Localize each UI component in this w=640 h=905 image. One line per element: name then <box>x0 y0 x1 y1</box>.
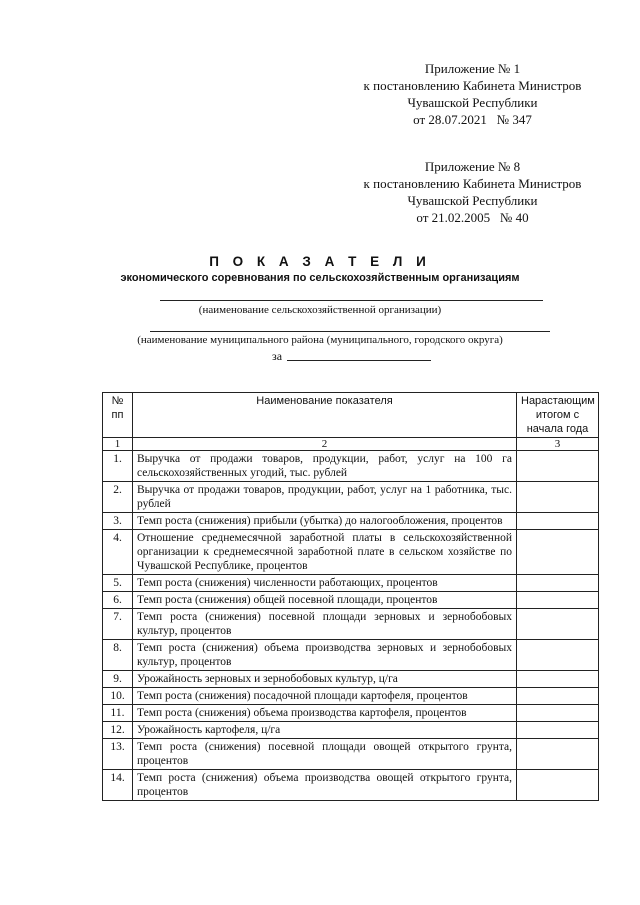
indicator-name: Выручка от продажи товаров, продукции, работ, услуг на 1 работника, тыс. рублей <box>133 482 517 513</box>
row-number: 5. <box>103 575 133 592</box>
table-row <box>103 705 599 722</box>
indicator-name: Темп роста (снижения) объема производства зерновых и зернобобовых культур, процентов <box>133 640 517 671</box>
indicator-value[interactable] <box>517 451 599 482</box>
indicator-value[interactable] <box>517 482 599 513</box>
indicator-value[interactable] <box>517 530 599 575</box>
table-row <box>103 530 599 575</box>
indicator-value[interactable] <box>517 722 599 739</box>
indicator-value[interactable] <box>517 575 599 592</box>
indicator-value[interactable] <box>517 688 599 705</box>
column-index-row <box>103 438 599 451</box>
indicator-name: Темп роста (снижения) общей посевной площади, процентов <box>133 592 517 609</box>
table-row <box>103 671 599 688</box>
table-row <box>103 640 599 671</box>
row-number: 7. <box>103 609 133 640</box>
indicator-value[interactable] <box>517 609 599 640</box>
indicator-name: Темп роста (снижения) прибыли (убытка) до налогообложения, процентов <box>133 513 517 530</box>
table-row <box>103 513 599 530</box>
header-num: № пп <box>103 393 133 438</box>
period-field <box>272 349 282 364</box>
indicator-name: Темп роста (снижения) посевной площади овощей открытого грунта, процентов <box>133 739 517 770</box>
indicator-name: Урожайность зерновых и зернобобовых культур, ц/га <box>133 671 517 688</box>
appendix-1-line2: к постановлению Кабинета Министров <box>363 78 582 93</box>
district-name-caption: (наименование муниципального района (муниципального, городского округа) <box>137 334 503 346</box>
org-name-blank-line <box>160 300 543 301</box>
table-header-row <box>103 393 599 438</box>
appendix-1-line1: Приложение № 1 <box>424 61 521 76</box>
period-blank-line <box>287 360 431 361</box>
header-name: Наименование показателя <box>133 393 517 438</box>
indicator-name: Темп роста (снижения) посадочной площади картофеля, процентов <box>133 688 517 705</box>
table-row <box>103 451 599 482</box>
table-row <box>103 482 599 513</box>
row-number: 13. <box>103 739 133 770</box>
district-name-blank-line <box>150 331 550 332</box>
indicator-value[interactable] <box>517 640 599 671</box>
document-title: П О К А З А Т Е Л И <box>209 254 431 269</box>
appendix-8-line2: к постановлению Кабинета Министров <box>363 176 582 191</box>
appendix-8-line1: Приложение № 8 <box>424 159 521 174</box>
row-number: 14. <box>103 770 133 801</box>
row-number: 8. <box>103 640 133 671</box>
document-subtitle: экономического соревнования по сельскохозяйственным организациям <box>120 272 520 284</box>
header-value: Нарастающим итогом с начала года <box>517 393 599 438</box>
indicator-name: Темп роста (снижения) посевной площади зерновых и зернобобовых культур, процентов <box>133 609 517 640</box>
table-row <box>103 592 599 609</box>
column-index: 3 <box>517 438 599 451</box>
row-number: 10. <box>103 688 133 705</box>
row-number: 9. <box>103 671 133 688</box>
column-index: 2 <box>133 438 517 451</box>
indicator-name: Темп роста (снижения) объема производства картофеля, процентов <box>133 705 517 722</box>
row-number: 2. <box>103 482 133 513</box>
appendix-1-line4: от 28.07.2021 № 347 <box>413 112 532 127</box>
indicators-table <box>102 392 599 801</box>
row-number: 11. <box>103 705 133 722</box>
indicator-name: Темп роста (снижения) численности работающих, процентов <box>133 575 517 592</box>
row-number: 1. <box>103 451 133 482</box>
table-row <box>103 722 599 739</box>
appendix-8-line4: от 21.02.2005 № 40 <box>416 210 529 225</box>
table-row <box>103 609 599 640</box>
row-number: 6. <box>103 592 133 609</box>
row-number: 3. <box>103 513 133 530</box>
indicator-name: Отношение среднемесячной заработной платы в сельскохозяйственной организации к среднемесячной заработной плате в сельском хозяйстве по Чувашской Республике, процентов <box>133 530 517 575</box>
table-row <box>103 688 599 705</box>
indicator-value[interactable] <box>517 705 599 722</box>
indicator-name: Урожайность картофеля, ц/га <box>133 722 517 739</box>
indicator-value[interactable] <box>517 739 599 770</box>
indicator-value[interactable] <box>517 592 599 609</box>
row-number: 12. <box>103 722 133 739</box>
table-row <box>103 770 599 801</box>
appendix-1-line3: Чувашской Республики <box>407 95 538 110</box>
table-row <box>103 739 599 770</box>
indicator-value[interactable] <box>517 513 599 530</box>
column-index: 1 <box>103 438 133 451</box>
appendix-8-header <box>340 158 605 226</box>
table-row <box>103 575 599 592</box>
appendix-1-header <box>340 60 605 128</box>
indicator-name: Выручка от продажи товаров, продукции, работ, услуг на 100 га сельскохозяйственных угодий, тыс. рублей <box>133 451 517 482</box>
indicator-name: Темп роста (снижения) объема производства овощей открытого грунта, процентов <box>133 770 517 801</box>
period-label: за <box>272 349 283 363</box>
row-number: 4. <box>103 530 133 575</box>
indicator-value[interactable] <box>517 671 599 688</box>
appendix-8-line3: Чувашской Республики <box>407 193 538 208</box>
indicator-value[interactable] <box>517 770 599 801</box>
org-name-caption: (наименование сельскохозяйственной организации) <box>198 304 442 316</box>
